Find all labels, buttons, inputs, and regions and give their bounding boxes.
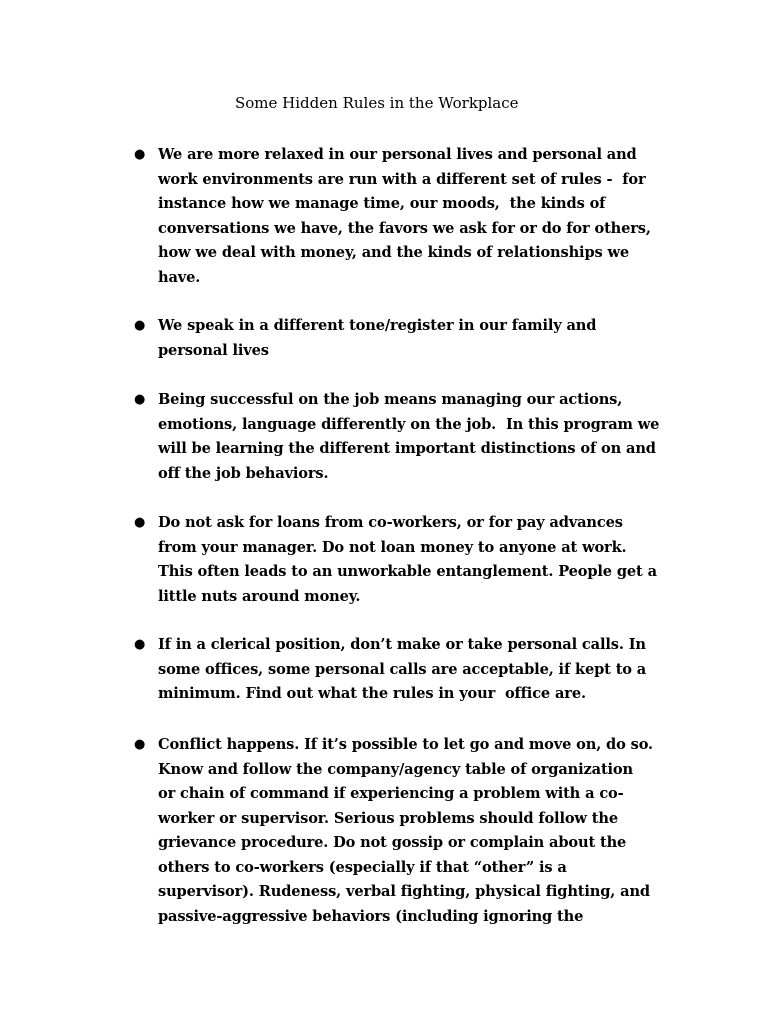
bullet-text-line: have. — [158, 268, 201, 286]
bullet-text-line: from your manager. Do not loan money to anyone at work. — [158, 538, 627, 556]
bullet-text-line: grievance procedure. Do not gossip or complain about the — [158, 834, 627, 851]
document-title-text: Some Hidden Rules in the Workplace — [235, 94, 519, 112]
bullet-text-line: emotions, language differently on the job. In this program we — [158, 415, 660, 433]
bullet-text-line: If in a clerical position, don’t make or take personal calls. In — [158, 636, 646, 653]
bullet-text-line: This often leads to an unworkable entanglement. People get a — [158, 563, 657, 580]
bullet-text-line: Conflict happens. If it’s possible to let go and move on, do so. — [158, 736, 653, 753]
bullet-text-line: Being successful on the job means managing our actions, — [158, 391, 623, 408]
bullet-text — [158, 633, 678, 707]
bullet-text-line: We are more relaxed in our personal lives and personal and — [158, 146, 637, 163]
bullet-text — [158, 733, 678, 929]
bullet-text-line: supervisor). Rudeness, verbal fighting, physical fighting, and — [158, 883, 650, 900]
bullet-text-line: Know and follow the company/agency table of organization — [158, 760, 633, 778]
bullet-dot-icon: ● — [134, 392, 146, 407]
bullet-text-line: little nuts around money. — [158, 587, 361, 605]
bullet-text-line: others to co-workers (especially if that “other” is a — [158, 858, 567, 876]
bullet-dot-icon: ● — [134, 737, 146, 752]
bullet-dot-icon: ● — [134, 515, 146, 530]
bullet-text-line: will be learning the different important distinctions of on and — [158, 440, 656, 457]
bullet-text — [158, 511, 678, 609]
bullet-text-line: off the job behaviors. — [158, 464, 329, 482]
bullet-text-line: how we deal with money, and the kinds of relationships we — [158, 244, 630, 261]
bullet-text-line: or chain of command if experiencing a problem with a co- — [158, 785, 624, 802]
bullet-text-line: We speak in a different tone/register in our family and — [158, 317, 597, 334]
bullet-text-line: passive-aggressive behaviors (including ignoring the — [158, 907, 584, 925]
bullet-text-line: Do not ask for loans from co-workers, or for pay advances — [158, 514, 623, 531]
bullet-text — [158, 314, 678, 363]
bullet-text-line: worker or supervisor. Serious problems should follow the — [158, 809, 618, 827]
bullet-text-line: work environments are run with a different set of rules - for — [158, 170, 646, 188]
bullet-dot-icon: ● — [134, 637, 146, 652]
bullet-text-line: minimum. Find out what the rules in your office are. — [158, 685, 586, 702]
bullet-dot-icon: ● — [134, 318, 146, 333]
bullet-text-line: instance how we manage time, our moods, the kinds of — [158, 195, 606, 212]
bullet-text — [158, 388, 678, 486]
bullet-text — [158, 143, 678, 290]
bullet-dot-icon: ● — [134, 147, 146, 162]
bullet-text-line: conversations we have, the favors we ask for or do for others, — [158, 219, 651, 237]
bullet-text-line: personal lives — [158, 341, 269, 359]
bullet-text-line: some offices, some personal calls are acceptable, if kept to a — [158, 660, 647, 678]
